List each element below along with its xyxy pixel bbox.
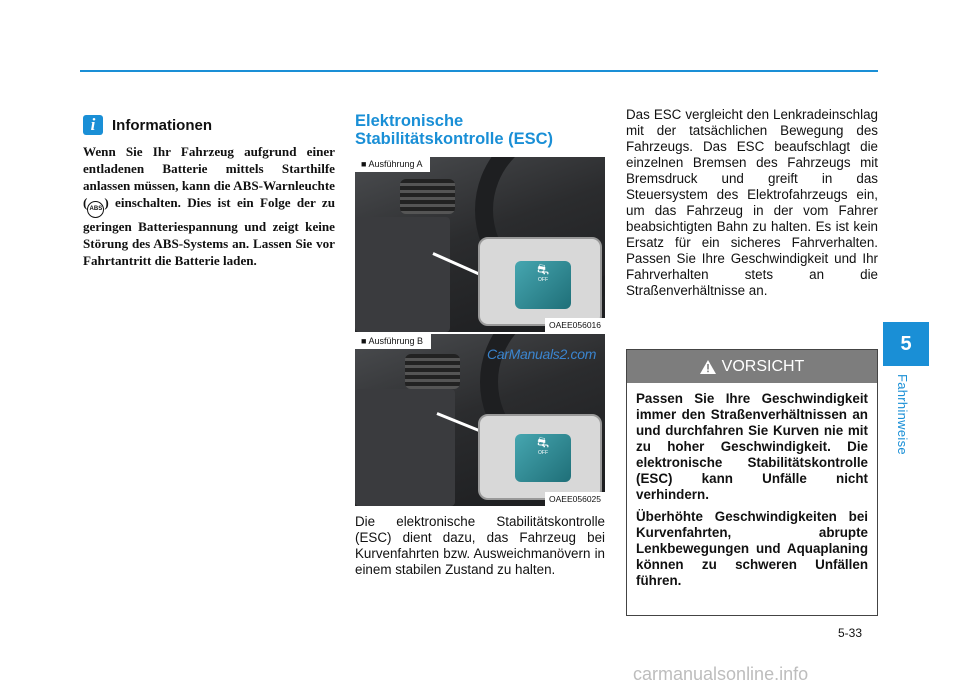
esc-off-button (515, 261, 571, 309)
page-number: 5-33 (838, 626, 863, 640)
switch-panel (478, 414, 602, 500)
warning-triangle-icon (700, 360, 716, 374)
caution-box (626, 349, 878, 616)
caution-header (627, 350, 877, 383)
info-text-before: Wenn Sie Ihr Fahrzeug aufgrund einer entladenen Batterie mittels Starthilfe anlassen müssen, kann die ABS-Warnleuchte ( (83, 144, 335, 210)
image-a-code: OAEE056016 (545, 318, 605, 332)
top-rule (80, 70, 878, 72)
abs-warning-icon: ABS (87, 201, 104, 218)
caution-paragraph: Überhöhte Geschwindigkeiten bei Kurvenfahrten, abrupte Lenkbewegungen und Aquaplaning können zu schweren Unfällen führen. (636, 509, 868, 588)
dashboard-panel (355, 217, 450, 332)
variant-b-label: ■ Ausführung B (355, 334, 431, 349)
overlay-watermark: CarManuals2.com (487, 346, 597, 362)
chapter-tab: 5 (883, 322, 929, 366)
info-title: Informationen (112, 116, 212, 134)
air-vent (405, 354, 460, 389)
footer-watermark: carmanualsonline.info (633, 664, 809, 684)
esc-off-label: OFF (538, 450, 548, 456)
section-title: Elektronische Stabilitätskontrolle (ESC) (355, 112, 554, 148)
info-icon: i (83, 115, 103, 135)
esc-off-button (515, 434, 571, 482)
image-b-code: OAEE056025 (545, 492, 605, 506)
esc-description-text: Das ESC vergleicht den Lenkradeinschlag mit der tatsächlichen Bewegung des Fahrzeugs. Das ESC beaufschlagt die einzelnen Bremsen des Fahrzeugs mit Bremsdruck und greift in das Steuersystem des Elektrofahrzeugs ein, um das Fahrzeug in der vom Fahrer beabsichtigten Bahn zu halten. Es ist kein Ersatz für ein sicheres Fahrverhalten. Passen Sie Ihre Geschwindigkeit und Ihr Fahrverhalten stets an die Straßenverhältnisse an. (626, 107, 878, 298)
chapter-label: Fahrhinweise (895, 374, 910, 455)
switch-panel (478, 237, 602, 326)
skidding-car-icon: ⛐ (536, 261, 550, 277)
caution-paragraph: Passen Sie Ihre Geschwindigkeit immer den Straßenverhältnissen an und durchfahren Sie Kurven nie mit zu hoher Geschwindigkeit. Die elektronische Stabilitätskontrolle (ESC) kann Unfälle nicht verhindern. (636, 391, 868, 502)
info-header (83, 115, 212, 135)
dashboard-panel (355, 389, 455, 506)
info-text-after: ) einschalten. Dies ist ein Folge der zu geringen Batteriespannung und zeigt keine Störung des ABS-Systems an. Lassen Sie vor Fahrtantritt die Batterie laden. (83, 195, 335, 268)
esc-switch-photo-a (355, 157, 605, 332)
variant-a-label: ■ Ausführung A (355, 157, 430, 172)
esc-off-label: OFF (538, 277, 548, 283)
skidding-car-icon: ⛐ (536, 434, 550, 450)
air-vent (400, 179, 455, 214)
info-text (83, 143, 335, 269)
caution-body (627, 383, 877, 589)
esc-intro-text: Die elektronische Stabilitätskontrolle (ESC) dient dazu, das Fahrzeug bei Kurvenfahrten bzw. Ausweichmanövern in einem stabilen Zustand zu halten. (355, 514, 605, 577)
caution-title: VORSICHT (721, 358, 805, 375)
